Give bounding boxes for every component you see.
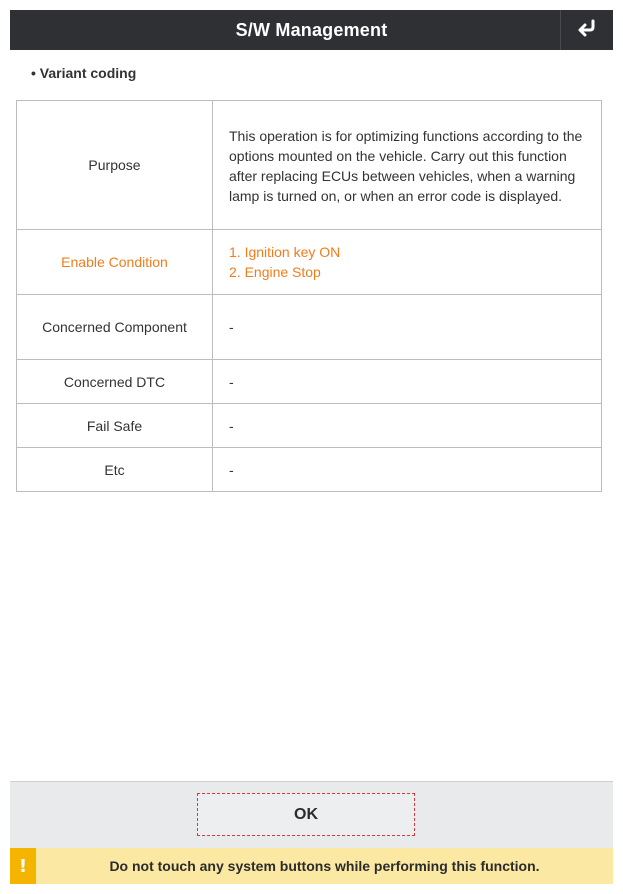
ok-button[interactable]: OK xyxy=(197,793,415,836)
condition-line: 1. Ignition key ON xyxy=(229,244,341,260)
row-value: - xyxy=(213,360,602,404)
warning-exclamation-icon: ! xyxy=(10,848,36,884)
row-label: Purpose xyxy=(17,101,213,230)
row-label: Concerned DTC xyxy=(17,360,213,404)
table-row xyxy=(17,360,602,404)
table-row xyxy=(17,295,602,360)
table-row xyxy=(17,230,602,295)
row-label: Concerned Component xyxy=(17,295,213,360)
row-value: This operation is for optimizing functions according to the options mounted on the vehicle. Carry out this function after replacing ECUs between vehicles, when a warning lamp is turned on, or when an error code is displayed. xyxy=(213,101,602,230)
table-row xyxy=(17,448,602,492)
row-value: - xyxy=(213,404,602,448)
condition-line: 2. Engine Stop xyxy=(229,264,321,280)
info-table xyxy=(16,100,602,492)
table-row xyxy=(17,101,602,230)
section-label: • Variant coding xyxy=(31,65,137,81)
warning-bar xyxy=(10,848,613,884)
bottom-action-bar xyxy=(10,781,613,848)
table-row xyxy=(17,404,602,448)
app-header xyxy=(10,10,613,50)
row-value xyxy=(213,230,602,295)
row-value: - xyxy=(213,448,602,492)
row-value: - xyxy=(213,295,602,360)
page-title: S/W Management xyxy=(235,20,388,40)
row-label: Etc xyxy=(17,448,213,492)
row-label: Enable Condition xyxy=(17,230,213,295)
back-button[interactable] xyxy=(560,10,613,50)
return-arrow-icon xyxy=(576,19,598,42)
row-label: Fail Safe xyxy=(17,404,213,448)
warning-text: Do not touch any system buttons while performing this function. xyxy=(109,858,540,874)
